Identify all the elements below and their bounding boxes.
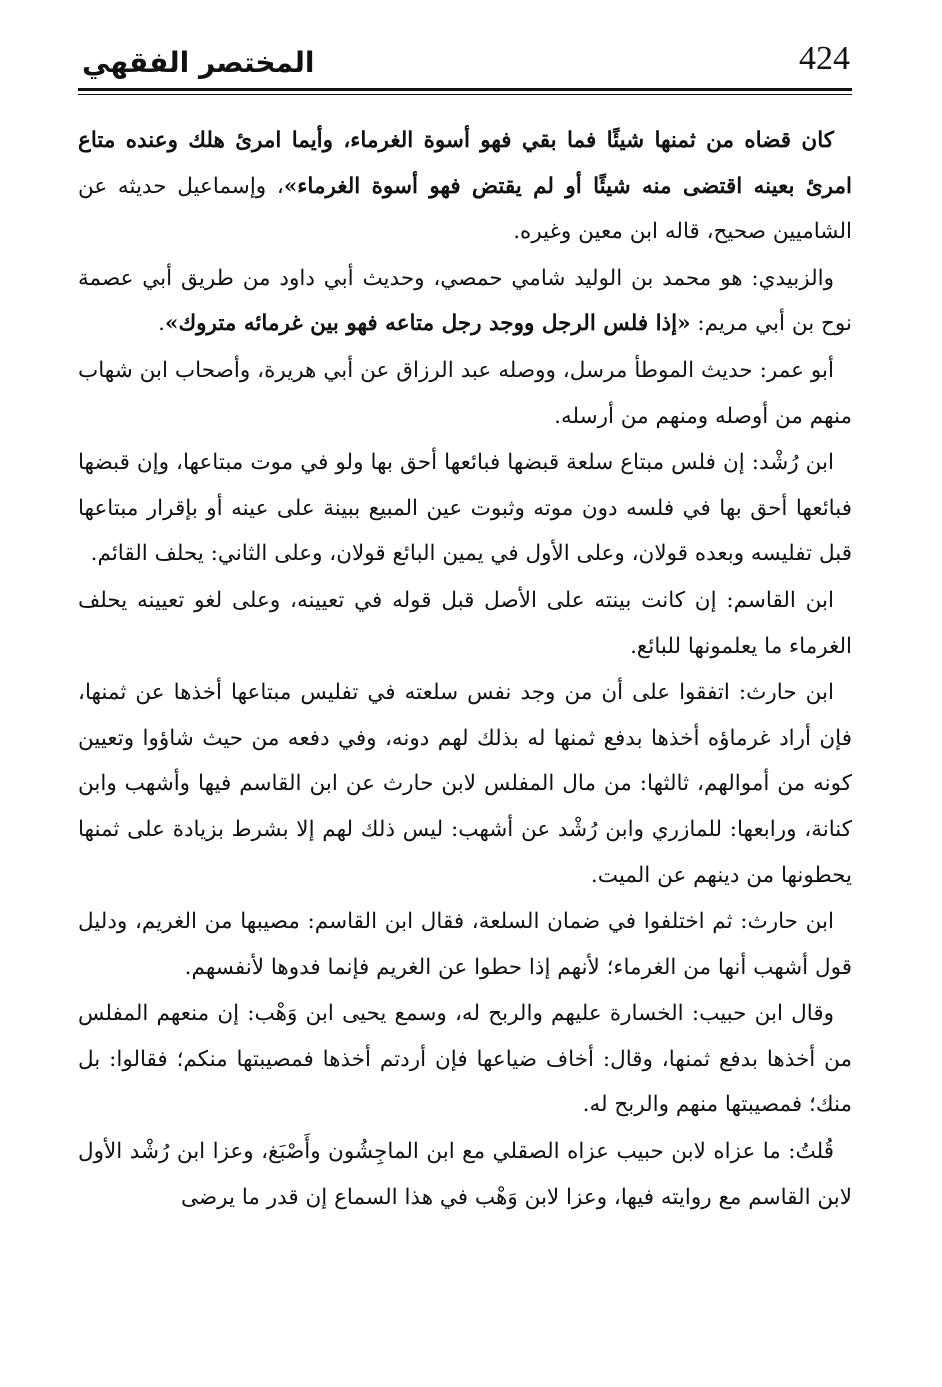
header-rule-thin [78, 94, 852, 95]
paragraph-text: والزبيدي: هو محمد بن الوليد شامي حمصي، وحديث أبي داود من طريق أبي عصمة نوح بن أبي مريم: [78, 265, 852, 337]
paragraph-5: ابن القاسم: إن كانت بينته على الأصل قبل قوله في تعيينه، وعلى لغو تعيينه يحلف الغرماء ما يعلمونها للبائع. [78, 587, 852, 659]
page-body [78, 118, 852, 1221]
book-title: المختصر الفقهي [82, 46, 315, 79]
paragraph-9: قُلتُ: ما عزاه لابن حبيب عزاه الصقلي مع ابن الماجِشُون وأَصْبَغ، وعزا ابن رُشْد الأول لابن القاسم مع روايته فيها، وعزا لابن وَهْب في هذا السماع إن قدر ما يرضى [78, 1139, 852, 1210]
hadith-quote: كان قضاه من ثمنها شيئًا فما بقي فهو أسوة الغرماء، وأيما امرئ هلك وعنده متاع امرئ بعينه اقتضى منه شيئًا أو لم يقتض فهو أسوة الغرماء» [78, 128, 852, 199]
paragraph-2 [78, 256, 852, 347]
header-rule-thick [78, 88, 852, 91]
paragraph-tail: . [158, 311, 166, 337]
hadith-quote: «إذا فلس الرجل ووجد رجل متاعه فهو بين غرمائه متروك» [165, 311, 691, 337]
paragraph-4: ابن رُشْد: إن فلس مبتاع سلعة قبضها فبائعها أحق بها ولو في موت مبتاعها، وإن قبضها فبائعها أحق بها في فلسه دون موته وثبوت عين المبيع ببينة على عينه أو بإقرار مبتاعها قبل تفليسه وبعده قولان، وعلى الأول في يمين البائع قولان، وعلى الثاني: يحلف القائم. [78, 450, 852, 567]
page-header [78, 40, 852, 92]
paragraph-8: وقال ابن حبيب: الخسارة عليهم والربح له، وسمع يحيى ابن وَهْب: إن منعهم المفلس من أخذها بدفع ثمنها، وقال: أخاف ضياعها فإن أردتم أخذها فمصيبتها منكم؛ فقالوا: بل منك؛ فمصيبتها منهم والربح له. [78, 1001, 852, 1118]
paragraph-3: أبو عمر: حديث الموطأ مرسل، ووصله عبد الرزاق عن أبي هريرة، وأصحاب ابن شهاب منهم من أوصله ومنهم من أرسله. [78, 357, 852, 429]
page-number: 424 [799, 40, 850, 77]
paragraph-6: ابن حارث: اتفقوا على أن من وجد نفس سلعته في تفليس مبتاعها أخذها عن ثمنها، فإن أراد غرماؤه أخذها بدفع ثمنها له بذلك لهم دونه، وفي دفعه من حيث شاؤوا وتعيين كونه من أموالهم، ثالثها: من مال المفلس لابن حارث عن ابن القاسم فيها وأشهب وابن كنانة، ورابعها: للمازري وابن رُشْد عن أشهب: ليس ذلك لهم إلا بشرط بزيادة على ثمنها يحطونها من دينهم عن الميت. [78, 680, 852, 888]
paragraph-7: ابن حارث: ثم اختلفوا في ضمان السلعة، فقال ابن القاسم: مصيبها من الغريم، ودليل قول أشهب أنها من الغرماء؛ لأنهم إذا حطوا عن الغريم فإنما فدوها لأنفسهم. [78, 909, 852, 980]
paragraph-1 [78, 118, 852, 255]
paragraph-text: ، وإسماعيل حديثه عن الشاميين صحيح، قاله ابن معين وغيره. [78, 173, 852, 245]
